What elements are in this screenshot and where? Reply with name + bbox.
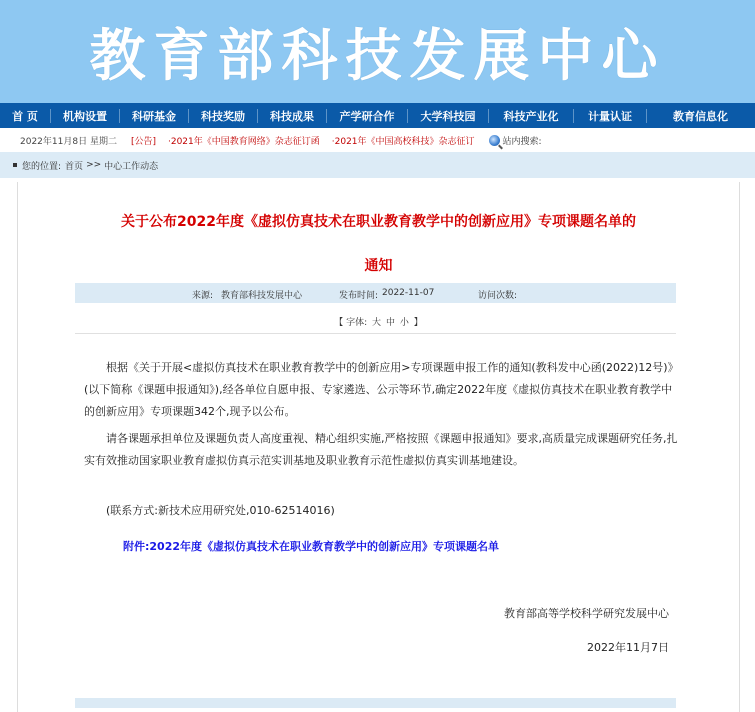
article-footer-bar	[75, 698, 676, 708]
source-label: 来源:	[192, 291, 214, 301]
main-nav	[0, 103, 755, 128]
info-bar	[0, 128, 755, 152]
nav-item-research-fund[interactable]: 科研基金	[132, 109, 176, 123]
site-title: 教育部科技发展中心	[89, 23, 666, 89]
meta-divider	[75, 333, 676, 334]
time-label: 发布时间:	[339, 291, 379, 301]
notice-tag: [公告]	[130, 136, 156, 147]
notice-link[interactable]: ·2021年《中国教育网络》杂志征订函	[167, 136, 320, 147]
notice-link[interactable]: ·2021年《中国高校科技》杂志征订	[331, 136, 475, 147]
signature-date: 2022年11月7日	[587, 641, 669, 654]
article-meta	[75, 283, 676, 303]
font-medium-button[interactable]: 中	[385, 318, 395, 328]
breadcrumb-prefix: 您的位置:	[22, 161, 62, 172]
breadcrumb-separator: >>	[86, 160, 102, 170]
font-small-button[interactable]: 小	[399, 318, 409, 328]
article-container	[17, 182, 740, 712]
views-label: 访问次数:	[478, 291, 518, 301]
contact-info: (联系方式:新技术应用研究处,010-62514016)	[106, 504, 335, 517]
source-value: 教育部科技发展中心	[221, 291, 303, 301]
nav-item-home[interactable]: 首 页	[12, 109, 38, 123]
nav-item-science-park[interactable]: 大学科技园	[420, 109, 476, 123]
bullet-icon	[13, 163, 17, 167]
breadcrumb-section[interactable]: 中心工作动态	[104, 161, 159, 172]
site-banner	[0, 0, 755, 103]
nav-item-tech-results[interactable]: 科技成果	[270, 109, 314, 123]
font-size-close: 】	[413, 318, 423, 328]
current-date: 2022年11月8日 星期二	[20, 136, 117, 147]
search-icon[interactable]	[489, 135, 500, 146]
nav-item-informatization[interactable]: 教育信息化	[673, 109, 728, 123]
search-label: 站内搜索:	[502, 136, 542, 147]
nav-item-cooperation[interactable]: 产学研合作	[339, 109, 395, 123]
attachment-link[interactable]: 附件:2022年度《虚拟仿真技术在职业教育教学中的创新应用》专项课题名单	[123, 540, 500, 553]
nav-item-organization[interactable]: 机构设置	[63, 109, 107, 123]
font-size-open: 【 字体:	[334, 318, 368, 328]
font-large-button[interactable]: 大	[372, 318, 382, 328]
font-size-selector	[18, 315, 739, 328]
nav-item-metrology[interactable]: 计量认证	[588, 109, 632, 123]
time-value: 2022-11-07	[382, 288, 435, 298]
article-paragraph: 根据《关于开展<虚拟仿真技术在职业教育教学中的创新应用>专项课题申报工作的通知(教科发中心函(2022)12号)》(以下简称《课题申报通知》),经各单位自愿申报、专家遴选、公示等环节,确定2022年度《虚拟仿真技术在职业教育教学中的创新应用》专项课题342个,现予以公布。	[84, 361, 679, 418]
breadcrumb-home[interactable]: 首页	[65, 161, 84, 172]
article-title-line2: 通知	[364, 258, 393, 274]
site-search[interactable]	[489, 134, 542, 147]
nav-item-industrialization[interactable]: 科技产业化	[503, 109, 559, 123]
nav-item-tech-awards[interactable]: 科技奖励	[201, 109, 245, 123]
article-paragraph: 请各课题承担单位及课题负责人高度重视、精心组织实施,严格按照《课题申报通知》要求,高质量完成课题研究任务,扎实有效推动国家职业教育虚拟仿真示范实训基地及职业教育示范性虚拟仿真实训基地建设。	[84, 432, 678, 467]
article-title-line1: 关于公布2022年度《虚拟仿真技术在职业教育教学中的创新应用》专项课题名单的	[121, 214, 636, 230]
signature-org: 教育部高等学校科学研究发展中心	[504, 607, 669, 620]
breadcrumb	[0, 152, 755, 178]
